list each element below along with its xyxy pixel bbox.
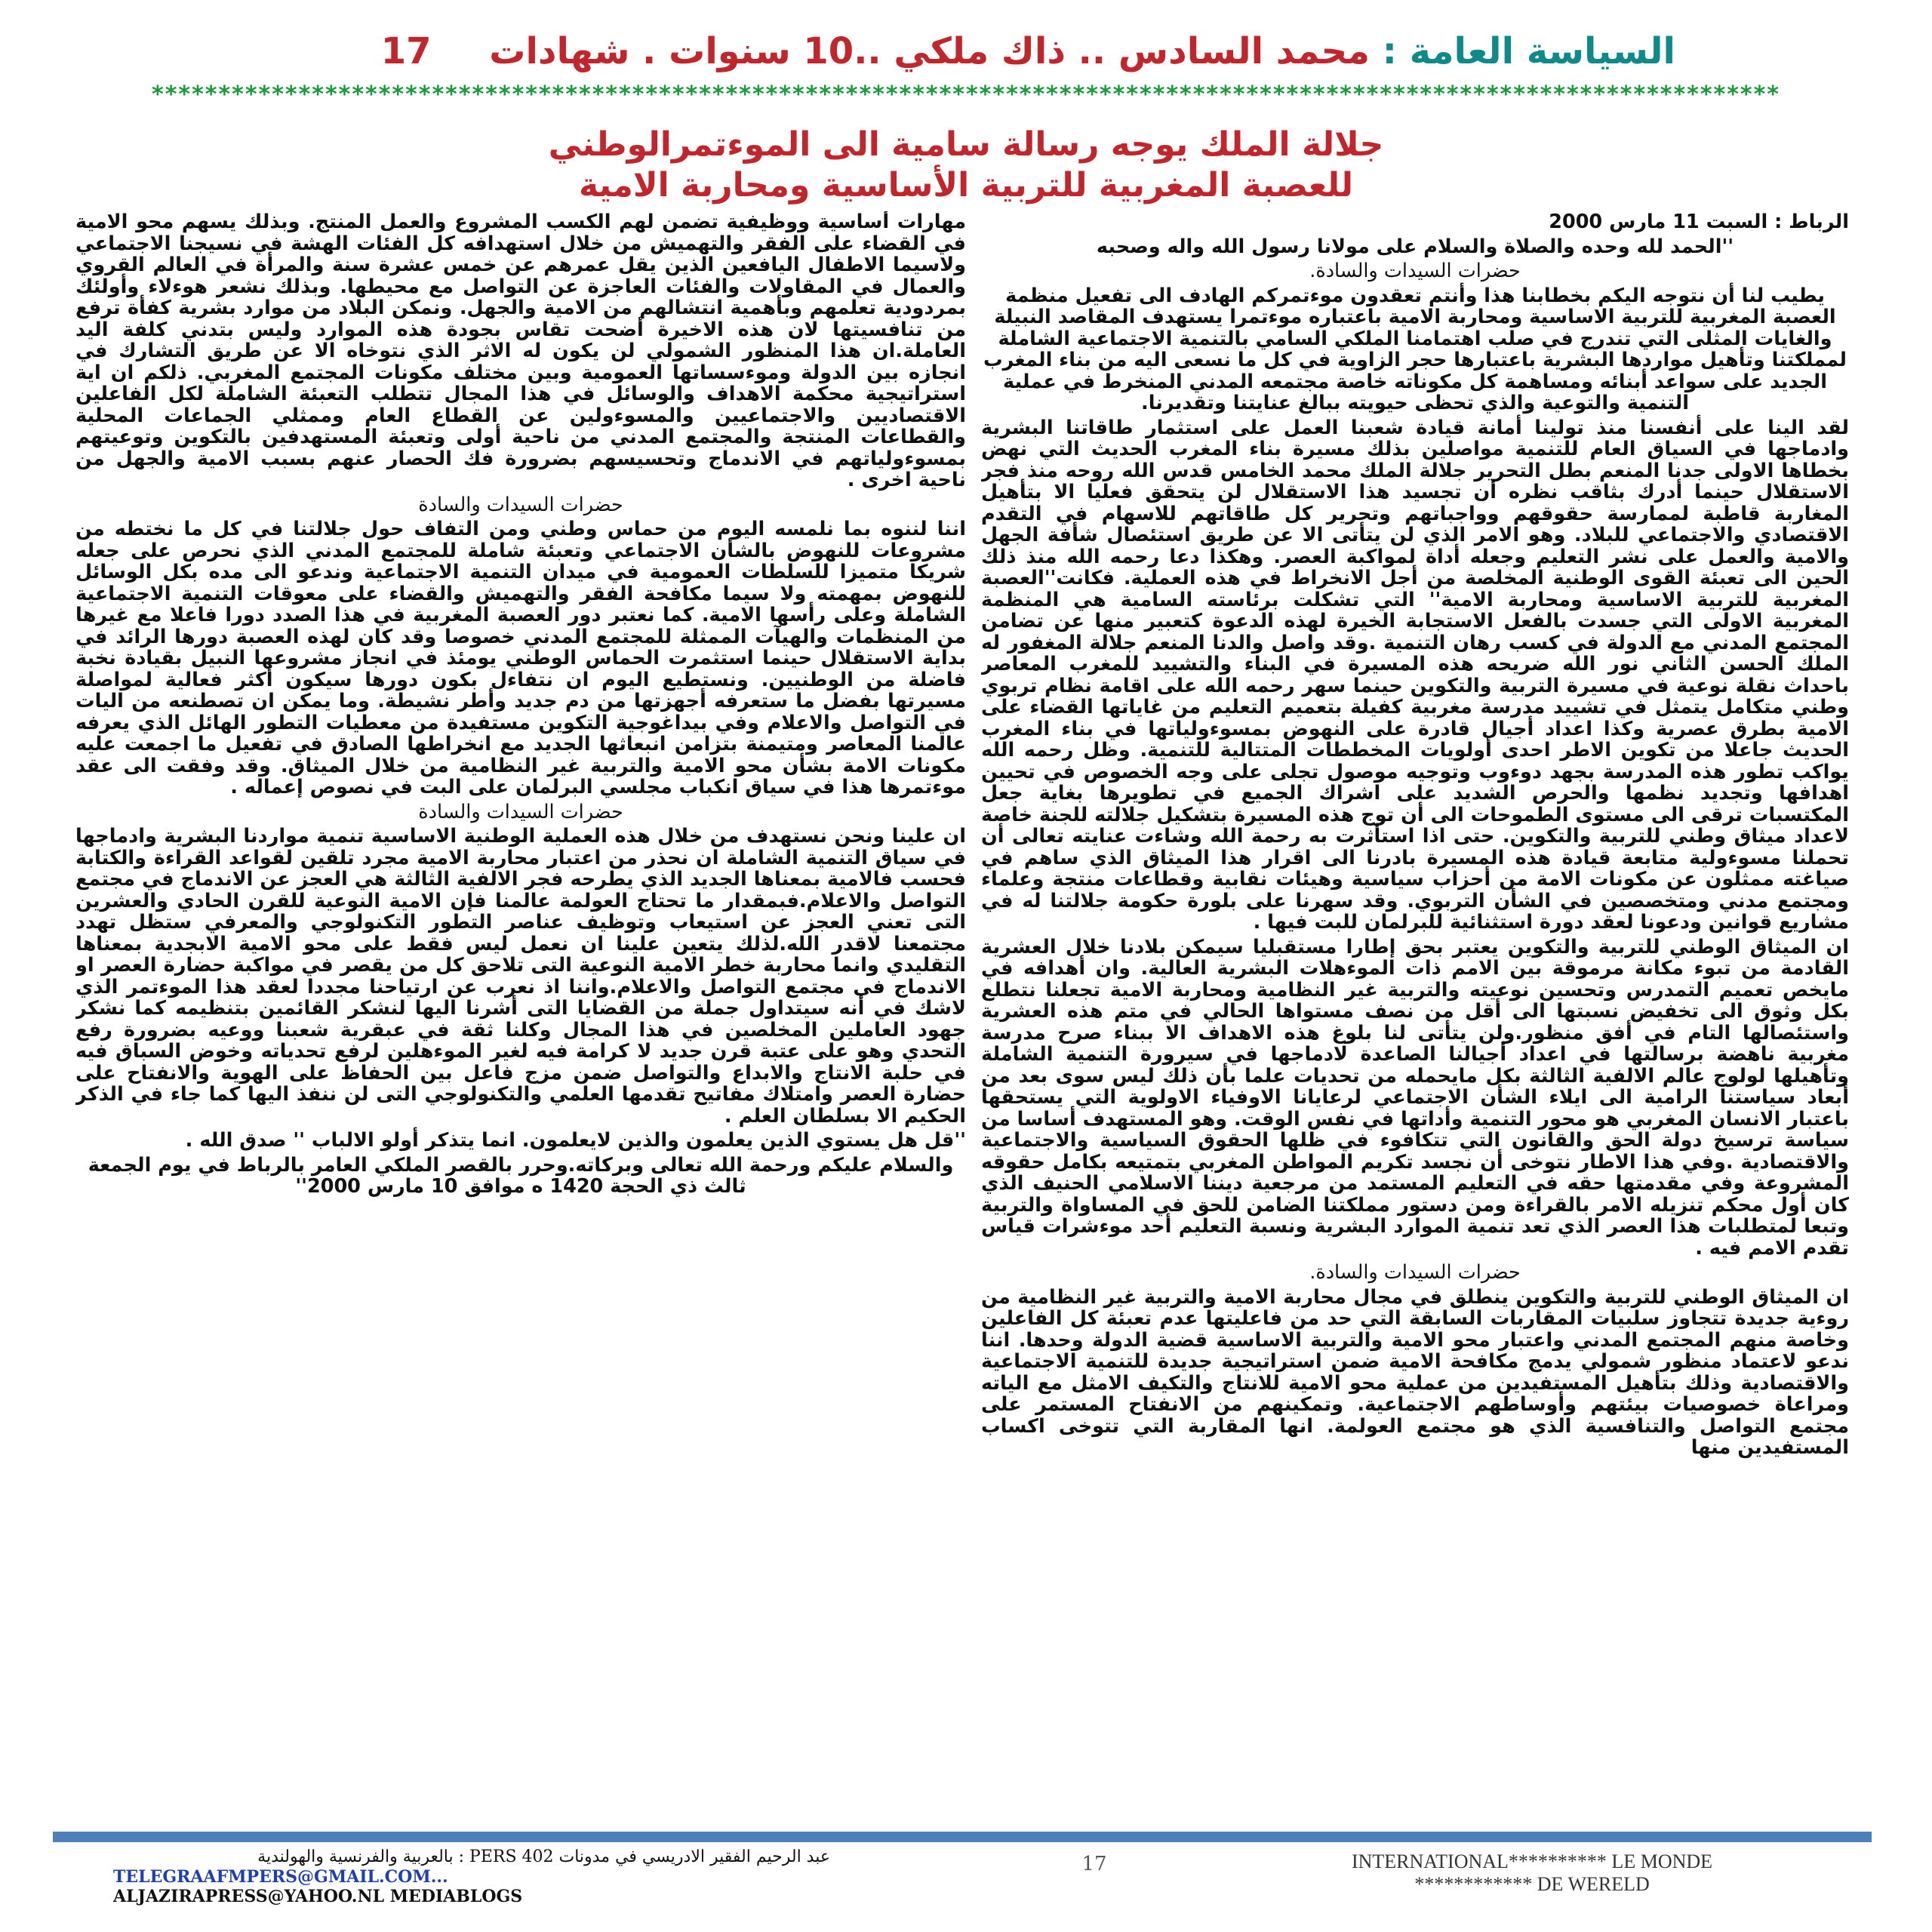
footer-tagline <box>1192 1850 1872 1903</box>
salutation: حضرات السيدات والسادة <box>418 493 623 516</box>
opening-invocation: ''الحمد لله وحده والصلاة والسلام على مولانا رسول الله واله وصحبه <box>1096 235 1734 258</box>
section-name: السياسة العامة : <box>1382 30 1675 72</box>
dateline: الرباط : السبت 11 مارس 2000 <box>1549 211 1849 233</box>
headline-line-2: للعصبة المغربية للتربية الأساسية ومحاربة الامية <box>578 166 1353 205</box>
author-line: عبد الرحيم الفقير الادريسي في مدونات PERS 402 : بالعربية والفرنسية والهولندية <box>257 1847 830 1866</box>
body-paragraph: ان علينا ونحن نستهدف من خلال هذه العملية الوطنية الاساسية تنمية مواردنا البشرية وادماجها في سياق التنمية الشاملة ان نحذر من اعتبار محاربة الامية مجرد تلقين لقواعد القراءة والكتابة فحسب فالامية بمعناها الجديد الذي يطرحه فجر الالفية الثالثة هي العجز عن الاندماج في مجتمع التواصل والاعلام.فبمقدار ما تحتاج العولمة عالمنا فإن الامية النوعية للقرن الحادي والعشرين التى تعني العجز عن استيعاب وتوظيف عناصر التطور التكنولوجي والمعرفي ستظل تهدد مجتمعنا لاقدر الله.لذلك يتعين علينا ان نعمل ليس فقط على محو الامية الابجدية بمعناها التقليدي وانما محاربة خطر الامية النوعية التى تلاحق كل من يقصر في مواكبة حضارة العصر او الاندماج في مجتمع التواصل والاعلام.واننا اذ نعرب عن ارتياحنا مجددا لعقد هذا الموءتمر الذي لاشك في أنه سيتداول جملة من القضايا التى أشرنا اليها لنشكر القائمين بتنظيمه كما نشكر جهود العاملين المخلصين في هذا المجال وكلنا ثقة في عبقرية شعبنا ووعيه بضرورة رفع التحدي وهو على عتبة قرن جديد لا كرامة فيه لغير الموءهلين لرفع تحدياته وخوض السباق فيه في حلبة الانتاج والابداع والتواصل ضمن مزج فاعل بين الحفاظ على الهوية والانفتاح على حضارة العصر وامتلاك مفاتيح تقدمها العلمي والتكنولوجي التى لن ننفذ اليها كما جاء في الذكر الحكيم الا بسلطان العلم . <box>75 825 966 1128</box>
headline-line-1: جلالة الملك يوجه رسالة سامية الى الموءتمرالوطني <box>548 125 1384 164</box>
salutation: حضرات السيدات والسادة. <box>1309 260 1521 282</box>
salutation: حضرات السيدات والسادة <box>418 800 623 823</box>
email-link[interactable]: TELEGRAAFMPERS@GMAIL.COM... <box>113 1867 448 1887</box>
article-column-left <box>75 211 966 1826</box>
body-paragraph: مهارات أساسية ووظيفية تضمن لهم الكسب المشروع والعمل المنتج. وبذلك يسهم محو الامية في القضاء على الفقر والتهميش من خلال استهدافه كل الفئات الهشة في نسيجنا الاجتماعي ولاسيما الاطفال اليافعين الذين يقل عمرهم عن خمس عشرة سنة والمرأة في العالم القروي والعمال في المقاولات والفئات العاجزة عن التواصل مع محيطها. وبذلك نشعر هوءلاء وأولئك بمردودية تعلمهم وبأهمية انتشالهم من الامية والجهل. ونمكن البلاد من موارد بشرية كفأة ترفع من تنافسيتها لان هذه الاخيرة أضحت تقاس بجودة هذه الموارد وليس بتدني كلفة اليد العاملة.ان هذا المنظور الشمولي لن يكون له الاثر الذي نتوخاه الا عن طريق التشارك في انجازه بين الدولة وموءسساتها العمومية وبين مختلف مكونات المجتمع المغربي. ذلكم ان اية استراتيجية محكمة الاهداف والوسائل في هذا المجال تتطلب التعبئة الشاملة لكل الفاعلين الاقتصاديين والاجتماعيين والمسوءولين عن القطاع العام وممثلي الجماعات المحلية والقطاعات المنتجة والمجتمع المدني من ناحية أولى وتعبئة المستهدفين بالتكوين وتوعيتهم بمسوءولياتهم في الاندماج وتحسيسهم بضرورة فك الحصار عنهم بسبب الامية والجهل من ناحية اخرى . <box>75 211 966 491</box>
footer-page-number: 17 <box>1081 1853 1107 1875</box>
article-column-right <box>981 211 1849 1826</box>
star-divider: ************************************************************************************************************************** <box>152 82 1780 108</box>
quran-quote: ''قل هل يستوي الذين يعلمون والذين لايعلمون. انما يتذكر أولو الالباب '' صدق الله . <box>185 1129 966 1152</box>
body-paragraph: اننا لننوه بما نلمسه اليوم من حماس وطني ومن التفاف حول جلالتنا في كل ما نختطه من مشروعات للنهوض بالشأن الاجتماعي وتعبئة شاملة للمجتمع المدني الذي نحرص على جعله شريكا متميزا للسلطات العمومية في ميدان التنمية الاجتماعية وندعو الى مده بكل الوسائل للنهوض بمهمته ولا سيما مكافحة الفقر والتهميش والقضاء على معوقات التنمية الاجتماعية الشاملة وعلى رأسها الامية. كما نعتبر دور العصبة المغربية في هذا الصدد دورا فاعلا مع غيرها من المنظمات والهيآت الممثلة للمجتمع المدني خصوصا وقد كان لهذه العصبة دورها الرائد في بداية الاستقلال حينما استثمرت الحماس الوطني يومئذ في انجاز مشروعها النبيل بقيادة نخبة فاضلة من الوطنيين. ونستطيع اليوم ان نتفاءل بكون دورها سيكون أكثر فعالية لمواصلة مسيرتها بفضل ما ستعرفه أجهزتها من دم جديد وأطر نشيطة. وما يمكن ان تصطنعه من اليات في التواصل والاعلام وفي بيداغوجية التكوين مستفيدة من معطيات التطور الهائل الذي يعرفه عالمنا المعاصر ومتيمنة بتزامن انبعاثها الجديد مع انخراطها الصادق في تفعيل ما اجمعت عليه مكونات الامة بشأن محو الامية والتربية غير النظامية من خلال الميثاق. وقد وفقت الى عقد موءتمرها هذا في سياق انكباب مجلسي البرلمان على البت في نصوص إعماله . <box>75 518 966 798</box>
body-paragraph: ان الميثاق الوطني للتربية والتكوين يعتبر بحق إطارا مستقبليا سيمكن بلادنا خلال العشرية القادمة من تبوء مكانة مرموقة بين الامم ذات الموءهلات البشرية العالية. وان أهدافه في مايخص تعميم التمدرس وتحسين نوعيته والتربية غير النظامية ومحاربة الامية تجعلنا نتطلع بكل وثوق الى تخفيض نسبتها الى أقل من نصف مستواها الحالي في متم هذه العشرية واستئصالها التام في أفق منظور.ولن يتأتى لنا بلوغ هذه الاهداف الا ببناء صرح مدرسة مغربية ناهضة برسالتها في اعداد أجيالنا الصاعدة لادماجها في سيرورة التنمية الشاملة وتأهيلها لولوج عالم الالفية الثالثة بكل مايحمله من تحديات علما بأن ذلك ليس سوى بعد من أبعاد سياستنا الرامية الى ايلاء الشأن الاجتماعي لرعايانا الاوفياء الاولوية التي يستحقها باعتبار الانسان المغربي هو محور التنمية وأداتها في نفس الوقت. وهو المستهدف أساسا من سياسة ترسيخ دولة الحق والقانون التي تتكافوء في ظلها الحقوق السياسية والاجتماعية والاقتصادية .وفي هذا الاطار نتوخى أن نجسد تكريم المواطن المغربي بتمتيعه بكامل حقوقه المشروعة وفي مقدمتها حقه في التعليم المستمد من مرجعية ديننا الاسلامي الحنيف الذي كان أول محكم تنزيله الامر بالقراءة ومن دستور مملكتنا الضامن للحق في المساواة والتربية وتبعا لمتطلبات هذا العصر الذي تعد تنمية الموارد البشرية ونسبة التعليم أحد موءشرات قياس تقدم الامم فيه . <box>981 935 1849 1260</box>
body-paragraph: لقد الينا على أنفسنا منذ تولينا أمانة قيادة شعبنا العمل على استثمار طاقاتنا البشرية وادماجها في السياق العام للتنمية مواصلين بذلك مسيرة بناء المغرب الحديث التي نهض بخطاها الاولى جدنا المنعم بطل التحرير جلالة الملك محمد الخامس قدس الله روحه منذ فجر الاستقلال حينما أدرك بثاقب نظره أن تجسيد هذا الاستقلال لن يتحقق فعليا الا بتأهيل المغاربة قاطبة لممارسة حقوقهم وواجباتهم وتحرير كل طاقاتهم للاسهام في التقدم الاقتصادي والاجتماعي للبلاد. وهو الامر الذي لن يتأتى الا عن طريق استئصال شأفة الجهل والامية والعمل على نشر التعليم وجعله أداة لمواكبة العصر. وهكذا دعا رحمه الله منذ ذلك الحين الى تعبئة القوى الوطنية المخلصة من أجل الانخراط في هذه العملية. فكانت''العصبة المغربية للتربية الاساسية ومحاربة الامية'' التي تشكلت برئاسته السامية هي المنظمة المغربية الاولى التي جسدت بالفعل الاستجابة الخيرة لهذه الدعوة كتعبير منها عن تضامن المجتمع المدني مع الدولة في كسب رهان التنمية .وقد واصل والدنا المنعم جلالة المغفور له الملك الحسن الثاني نور الله ضريحه هذه المسيرة في البناء والتشييد للمغرب المعاصر باحداث نقلة نوعية في مسيرة التربية والتكوين حينما سهر رحمه الله على اقامة نظام تربوي وطني متكامل يتمثل في تشييد مدرسة مغربية كفيلة بتعميم التعليم من غاياتها القضاء على الامية بطرق عصرية وكذا اعداد أجيال قادرة على النهوض بمسوءولياتها في بناء المغرب الحديث جاعلا من تكوين الاطر احدى أولويات المخططات المتتالية للتنمية. وظل رحمه الله يواكب تطور هذه المدرسة بجهد دوءوب وتوجيه موصول تجلى على وجه الخصوص في تحيين اهدافها وتجديد نظمها والحرص الشديد على اشراك الجميع في تطويرها بغاية جعل المكتسبات ترقى الى مستوى الطموحات الى أن توج هذه المسيرة بتشكيل جلالته للجنة خاصة لاعداد ميثاق وطني للتربية والتكوين. حتى اذا استأثرت به رحمة الله وشاءت عنايته تعالى أن تحملنا مسوءولية متابعة قيادة هذه المسيرة بادرنا الى اقرار هذا الميثاق الذي ساهم في صياغته ممثلون عن مكونات الامة من أحزاب سياسية وهيئات نقابية وقطاعات منتجة وعلماء ومجتمع مدني ومتخصصين في الشأن التربوي. وقد سهرنا على بلورة حكومة جلالتنا له في مشاريع قوانين ودعونا لعقد دورة استثنائية للبرلمان للبت فيها . <box>981 416 1849 934</box>
tagline-line-2: ************ DE WERELD <box>1414 1873 1650 1895</box>
footer-author-block <box>113 1847 830 1923</box>
email-blog-line[interactable]: ALJAZIRAPRESS@YAHOO.NL MEDIABLOGS <box>113 1887 523 1906</box>
article-headline <box>226 125 1706 208</box>
masthead-topic: محمد السادس .. ذاك ملكي ..10 سنوات . شهادات <box>489 30 1370 72</box>
salutation: حضرات السيدات والسادة. <box>1309 1261 1521 1284</box>
body-paragraph: ان الميثاق الوطني للتربية والتكوين ينطلق في مجال محاربة الامية والتربية غير النظامية من روءية جديدة تتجاوز سلبيات المقاربات السابقة التي حد من فاعليتها عدم تعبئة كل الفاعلين وخاصة منهم المجتمع المدني واعتبار محو الامية والتربية الاساسية قضية الدولة وحدها. اننا ندعو لاعتماد منظور شمولي يدمج مكافحة الامية ضمن استراتيجية جديدة للتنمية الاجتماعية والاقتصادية وذلك بتأهيل المستفيدين من عملية محو الامية للانتاج والتكيف الامثل مع الياته ومراعاة خصوصيات بيئتهم وأوساطهم الاجتماعية. وتمكينهم من الانفتاح المستمر على مجتمع التواصل والتنافسية الذي هو مجتمع العولمة. انها المقاربة التي تتوخى اكساب المستفيدين منها <box>981 1285 1849 1459</box>
footer-rule <box>53 1832 1872 1842</box>
tagline-line-1: INTERNATIONAL********** LE MONDE <box>1351 1850 1713 1872</box>
masthead-page-number: 17 <box>380 30 432 72</box>
intro-paragraph: يطيب لنا أن نتوجه اليكم بخطابنا هذا وأنتم تعقدون موءتمركم الهادف الى تفعيل منظمة العصبة المغربية للتربية الاساسية ومحاربة الامية باعتباره موءتمرا يستهدف المقاصد النبيلة والغايات المثلى التي تندرج في صلب اهتمامنا الملكي السامي بالتنمية الاجتماعية الشاملة لمملكتنا وتأهيل مواردها البشرية باعتبارها حجر الزاوية في كل ما نسعى اليه من بناء المغرب الجديد على سواعد أبنائه ومساهمة كل مكوناته خاصة مجتمعه المدني المنخرط في عملية التنمية والتوعية والذي تحظى حيويته ببالغ عنايتنا وتقديرنا. <box>983 284 1847 414</box>
sign-off: والسلام عليكم ورحمة الله تعالى وبركاته.وحرر بالقصر الملكي العامر بالرباط في يوم الجمعة ثالث ذي الحجة 1420 ه موافق 10 مارس 2000'' <box>88 1153 954 1198</box>
